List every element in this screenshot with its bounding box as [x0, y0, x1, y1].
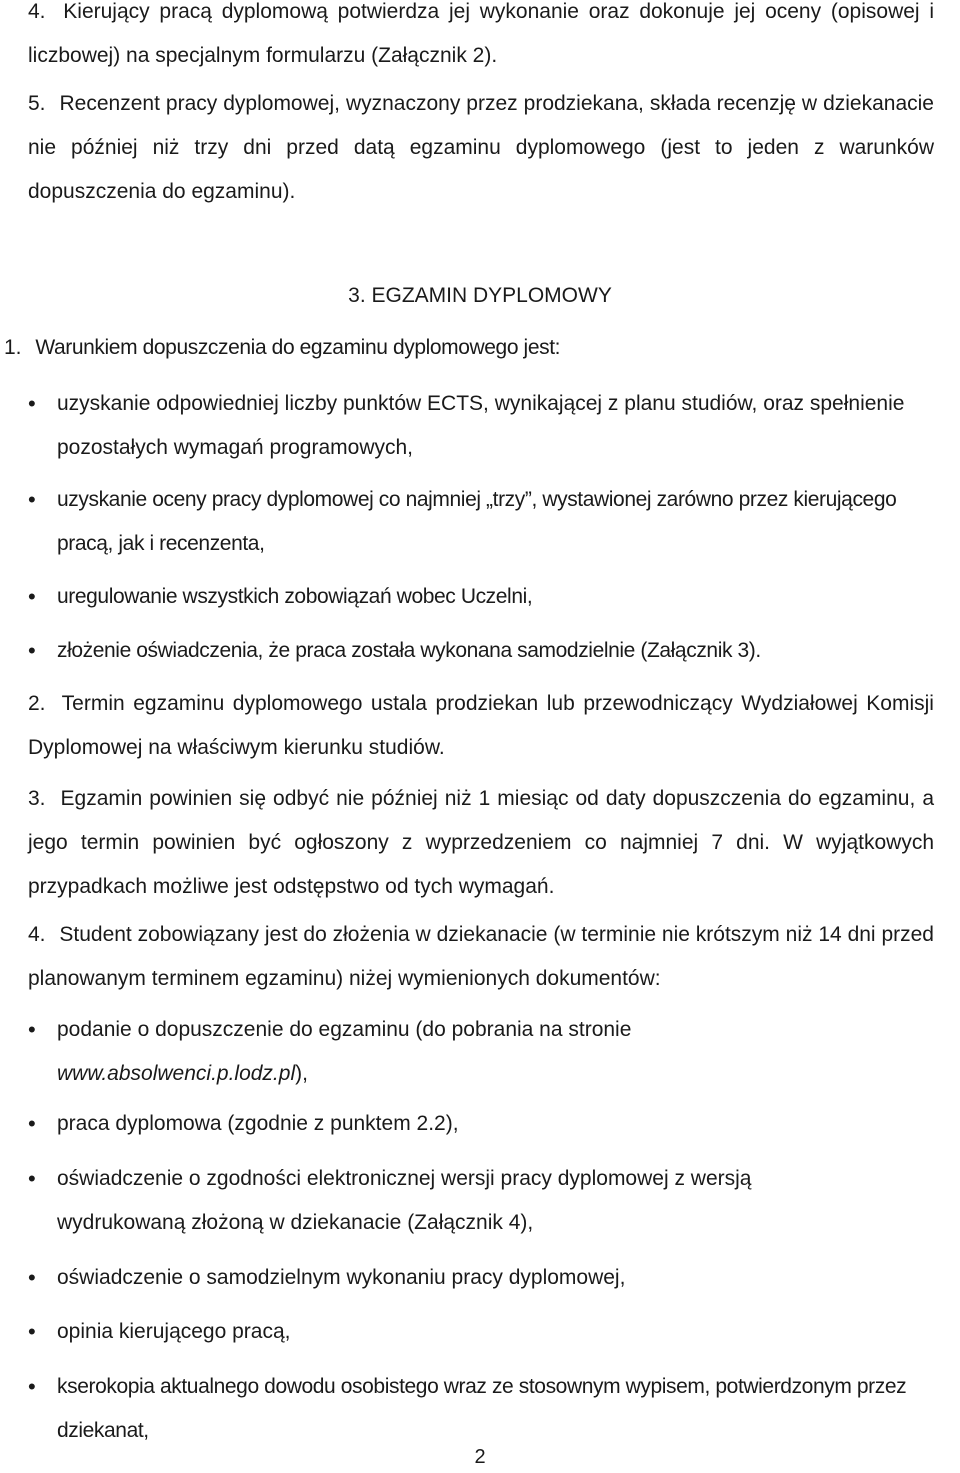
exam-item-3 — [28, 777, 934, 909]
bullet-icon: • — [28, 584, 36, 609]
exam-item-1 — [4, 326, 910, 370]
website-link[interactable]: www.absolwenci.p.lodz.pl — [57, 1062, 296, 1085]
list-item — [28, 1256, 934, 1300]
list-item — [28, 1310, 934, 1354]
list-item-text: praca dyplomowa (zgodnie z punktem 2.2), — [57, 1112, 459, 1135]
list-item-text-end: ), — [295, 1062, 308, 1085]
list-item — [28, 1102, 934, 1146]
list-item-text: kserokopia aktualnego dowodu osobistego wraz ze stosownym wypisem, potwierdzonym przez dziekanat, — [57, 1375, 907, 1442]
list-item — [28, 1365, 934, 1453]
exam-item-2-number: 2. — [28, 692, 46, 715]
list-item — [28, 575, 934, 619]
list-item — [28, 478, 934, 566]
bullet-icon: • — [28, 638, 36, 663]
list-item-text: uregulowanie wszystkich zobowiązań wobec Uczelni, — [57, 585, 533, 608]
intro-item-5-text: Recenzent pracy dyplomowej, wyznaczony przez prodziekana, składa recenzję w dziekanacie nie później niż trzy dni przed datą egzaminu dyplomowego (jest to jeden z warunków dopuszczenia do egzaminu). — [28, 92, 934, 203]
exam-item-4-text: Student zobowiązany jest do złożenia w dziekanacie (w terminie nie krótszym niż 14 dni przed planowanym terminem egzaminu) niżej wymienionych dokumentów: — [28, 923, 934, 990]
list-item — [28, 382, 934, 470]
exam-item-4-number: 4. — [28, 923, 46, 946]
bullet-icon: • — [28, 1017, 36, 1042]
bullet-icon: • — [28, 1374, 36, 1399]
list-item-text: uzyskanie odpowiedniej liczby punktów ECTS, wynikającej z planu studiów, oraz spełnienie pozostałych wymagań programowych, — [57, 392, 905, 459]
exam-item-1-text: Warunkiem dopuszczenia do egzaminu dyplomowego jest: — [35, 336, 561, 359]
bullet-icon: • — [28, 487, 36, 512]
bullet-icon: • — [28, 1111, 36, 1136]
intro-item-5-number: 5. — [28, 92, 46, 115]
list-item-text: opinia kierującego pracą, — [57, 1320, 291, 1343]
bullet-icon: • — [28, 1319, 36, 1344]
list-item-text: oświadczenie o samodzielnym wykonaniu pracy dyplomowej, — [57, 1266, 626, 1289]
bullet-icon: • — [28, 1166, 36, 1191]
intro-item-5 — [28, 82, 934, 214]
list-item — [28, 629, 934, 673]
list-item — [28, 1157, 934, 1245]
list-item-text: oświadczenie o zgodności elektronicznej wersji pracy dyplomowej z wersją wydrukowaną złożoną w dziekanacie (Załącznik 4), — [57, 1167, 752, 1234]
bullet-icon: • — [28, 1265, 36, 1290]
list-item-text-start: podanie o dopuszczenie do egzaminu (do pobrania na stronie — [57, 1018, 632, 1041]
list-item-text: złożenie oświadczenia, że praca została wykonana samodzielnie (Załącznik 3). — [57, 639, 761, 662]
list-item — [28, 1008, 934, 1096]
intro-item-4-text: Kierujący pracą dyplomową potwierdza jej wykonanie oraz dokonuje jej oceny (opisowej i liczbowej) na specjalnym formularzu (Załącznik 2). — [28, 0, 934, 67]
exam-item-2-text: Termin egzaminu dyplomowego ustala prodziekan lub przewodniczący Wydziałowej Komisji Dyplomowej na właściwym kierunku studiów. — [28, 692, 934, 759]
exam-item-4 — [28, 913, 934, 1001]
bullet-icon: • — [28, 391, 36, 416]
section-heading: 3. EGZAMIN DYPLOMOWY — [348, 284, 612, 307]
page-number: 2 — [474, 1446, 486, 1468]
intro-item-4-number: 4. — [28, 0, 46, 23]
exam-item-2 — [28, 682, 934, 770]
intro-item-4 — [28, 0, 934, 78]
exam-item-1-number: 1. — [4, 336, 22, 359]
exam-item-3-text: Egzamin powinien się odbyć nie później niż 1 miesiąc od daty dopuszczenia do egzaminu, a jego termin powinien być ogłoszony z wyprzedzeniem co najmniej 7 dni. W wyjątkowych przypadkach możliwe jest odstępstwo od tych wymagań. — [28, 787, 934, 898]
exam-item-3-number: 3. — [28, 787, 46, 810]
list-item-text — [57, 1008, 934, 1096]
list-item-text: uzyskanie oceny pracy dyplomowej co najmniej „trzy”, wystawionej zarówno przez kierującego pracą, jak i recenzenta, — [57, 488, 897, 555]
